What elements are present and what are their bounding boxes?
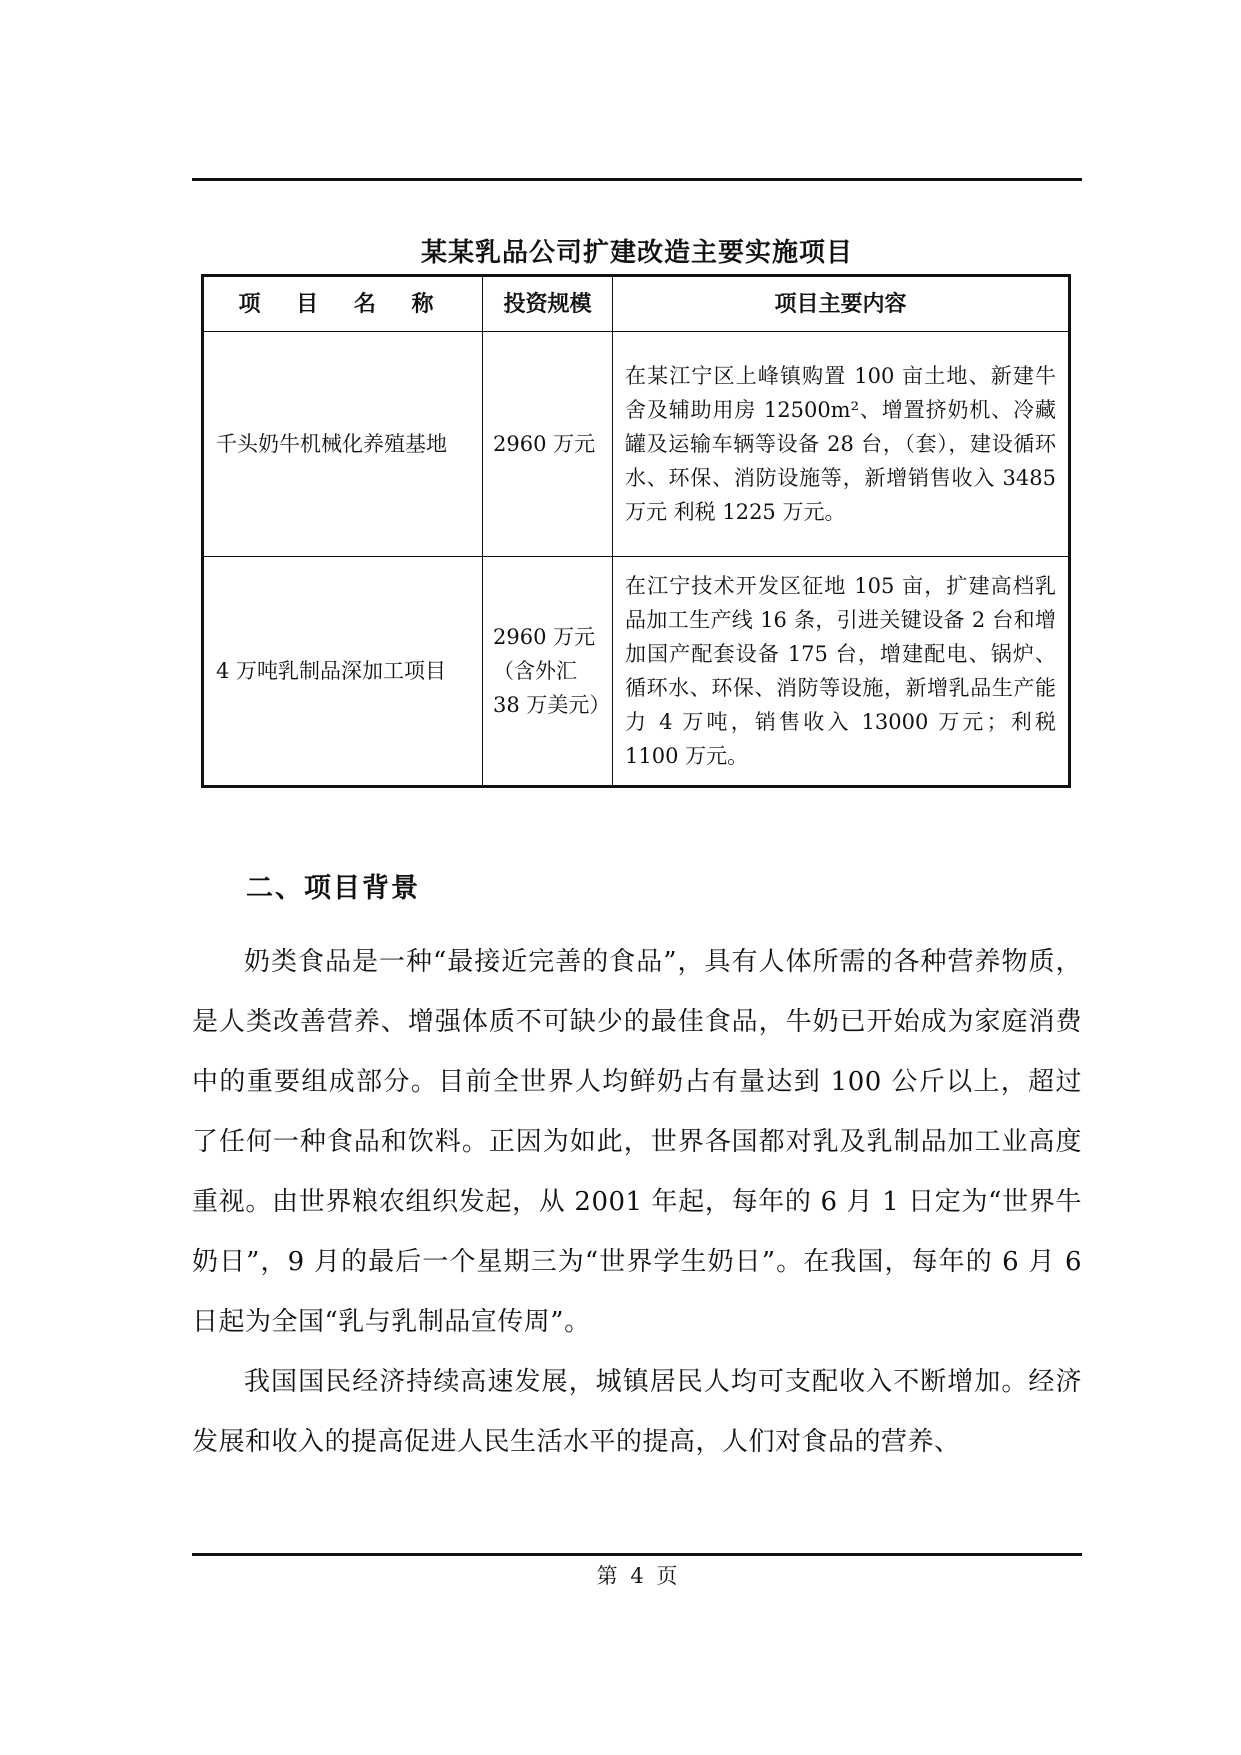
- header-project-name: 项 目 名 称: [203, 276, 483, 332]
- table-title: 某某乳品公司扩建改造主要实施项目: [420, 238, 853, 268]
- page-number: 第 4 页: [596, 1564, 678, 1588]
- row-investment: 2960 万元（含外汇 38 万美元）: [483, 557, 613, 787]
- table-row: [203, 557, 1070, 787]
- header-investment: 投资规模: [483, 276, 613, 332]
- header-content: 项目主要内容: [613, 276, 1070, 332]
- row-project-name: 4 万吨乳制品深加工项目: [203, 557, 483, 787]
- body-text: [192, 932, 1082, 1472]
- row-investment: 2960 万元: [483, 332, 613, 557]
- row-project-name: 千头奶牛机械化养殖基地: [203, 332, 483, 557]
- row-content: 在某江宁区上峰镇购置 100 亩土地、新建牛舍及辅助用房 12500m²、增置挤奶机、冷藏罐及运输车辆等设备 28 台，（套），建设循环水、环保、消防设施等，新增销售收入 3485 万元 利税 1225 万元。: [613, 332, 1070, 557]
- row-content: 在江宁技术开发区征地 105 亩，扩建高档乳品加工生产线 16 条，引进关键设备 2 台和增加国产配套设备 175 台，增建配电、锅炉、循环水、环保、消防等设施，新增乳品生产能力 4 万吨，销售收入 13000 万元；利税 1100 万元。: [613, 557, 1070, 787]
- footer-rule: [192, 1553, 1082, 1556]
- project-table: [201, 274, 1071, 788]
- header-rule: [192, 178, 1082, 181]
- paragraph: 奶类食品是一种“最接近完善的食品”，具有人体所需的各种营养物质，是人类改善营养、增强体质不可缺少的最佳食品，牛奶已开始成为家庭消费中的重要组成部分。目前全世界人均鲜奶占有量达到 100 公斤以上，超过了任何一种食品和饮料。正因为如此，世界各国都对乳及乳制品加工业高度重视。由世界粮农组织发起，从 2001 年起，每年的 6 月 1 日定为“世界牛奶日”，9 月的最后一个星期三为“世界学生奶日”。在我国，每年的 6 月 6 日起为全国“乳与乳制品宣传周”。: [192, 947, 1082, 1337]
- table-header-row: [203, 276, 1070, 332]
- table-row: [203, 332, 1070, 557]
- section-heading: 二、项目背景: [246, 873, 420, 904]
- paragraph: 我国国民经济持续高速发展，城镇居民人均可支配收入不断增加。经济发展和收入的提高促进人民生活水平的提高，人们对食品的营养、: [192, 1367, 1082, 1457]
